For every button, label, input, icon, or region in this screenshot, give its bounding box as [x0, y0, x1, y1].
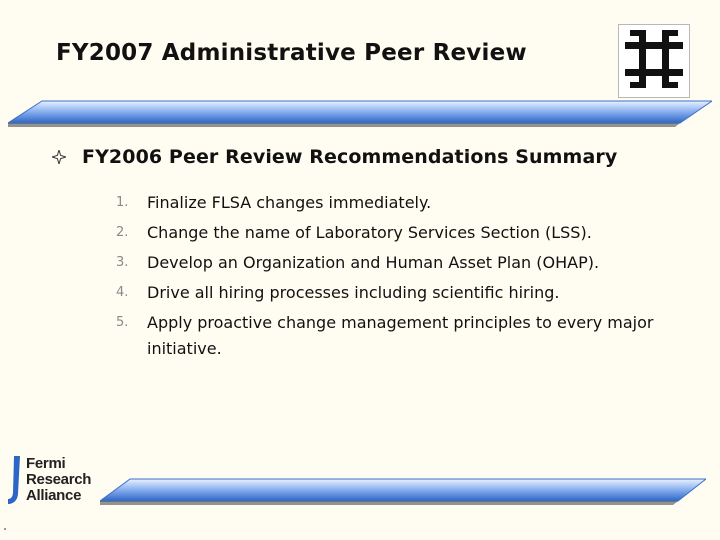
recommendation-list — [116, 190, 656, 366]
list-item-text: Develop an Organization and Human Asset Plan (OHAP). — [147, 253, 600, 272]
list-item — [116, 280, 656, 306]
list-item-number: 1. — [116, 195, 129, 210]
list-item-number: 2. — [116, 225, 129, 240]
list-item — [116, 250, 656, 276]
list-item-text: Apply proactive change management principles to every major initiative. — [147, 313, 654, 358]
section-title: FY2006 Peer Review Recommendations Summary — [82, 146, 618, 168]
list-item-text: Finalize FLSA changes immediately. — [147, 193, 432, 212]
section-heading — [52, 146, 617, 168]
slide-title: FY2007 Administrative Peer Review — [56, 40, 527, 66]
list-item — [116, 310, 656, 362]
list-item-number: 5. — [116, 315, 129, 330]
corner-mark — [4, 528, 6, 530]
list-item-number: 3. — [116, 255, 129, 270]
header-divider-bar — [8, 100, 712, 128]
list-item-text: Drive all hiring processes including scientific hiring. — [147, 283, 560, 302]
alliance-word: Fermi — [26, 455, 66, 472]
list-item — [116, 190, 656, 216]
alliance-word: Research — [26, 471, 92, 488]
alliance-wordmark — [26, 456, 91, 504]
list-item-text: Change the name of Laboratory Services Section (LSS). — [147, 223, 592, 242]
list-item-number: 4. — [116, 285, 129, 300]
alliance-word: Alliance — [26, 487, 82, 504]
four-point-star-icon — [52, 150, 66, 164]
footer-divider-bar — [100, 478, 706, 506]
fermilab-logo — [618, 24, 690, 98]
fermilab-logo-icon — [619, 25, 689, 97]
fermi-research-alliance-logo — [6, 454, 106, 506]
list-item — [116, 220, 656, 246]
alliance-mark-icon — [6, 454, 26, 506]
